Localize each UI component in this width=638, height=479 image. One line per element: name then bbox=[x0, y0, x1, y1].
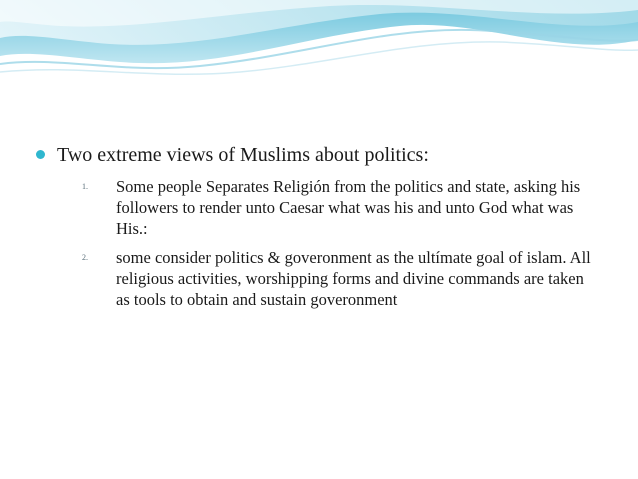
list-item-number: 2. bbox=[82, 253, 88, 262]
list-item-text: some consider politics & goveronment as the ultímate goal of islam. All religious activities, worshipping forms and divine commands are taken as tools to obtain and sustain goveronment bbox=[116, 248, 591, 309]
list-item-text: Some people Separates Religión from the politics and state, asking his followers to render unto Caesar what was his and unto God what was His.: bbox=[116, 177, 581, 238]
heading-row bbox=[36, 142, 616, 168]
list-item-number: 1. bbox=[82, 182, 88, 191]
numbered-list bbox=[36, 176, 616, 310]
list-item bbox=[82, 176, 616, 239]
slide-heading: Two extreme views of Muslims about politics: bbox=[57, 144, 429, 166]
slide-content bbox=[36, 142, 616, 326]
bullet-icon bbox=[36, 150, 45, 159]
decorative-wave-banner bbox=[0, 0, 638, 86]
list-item bbox=[82, 247, 616, 310]
